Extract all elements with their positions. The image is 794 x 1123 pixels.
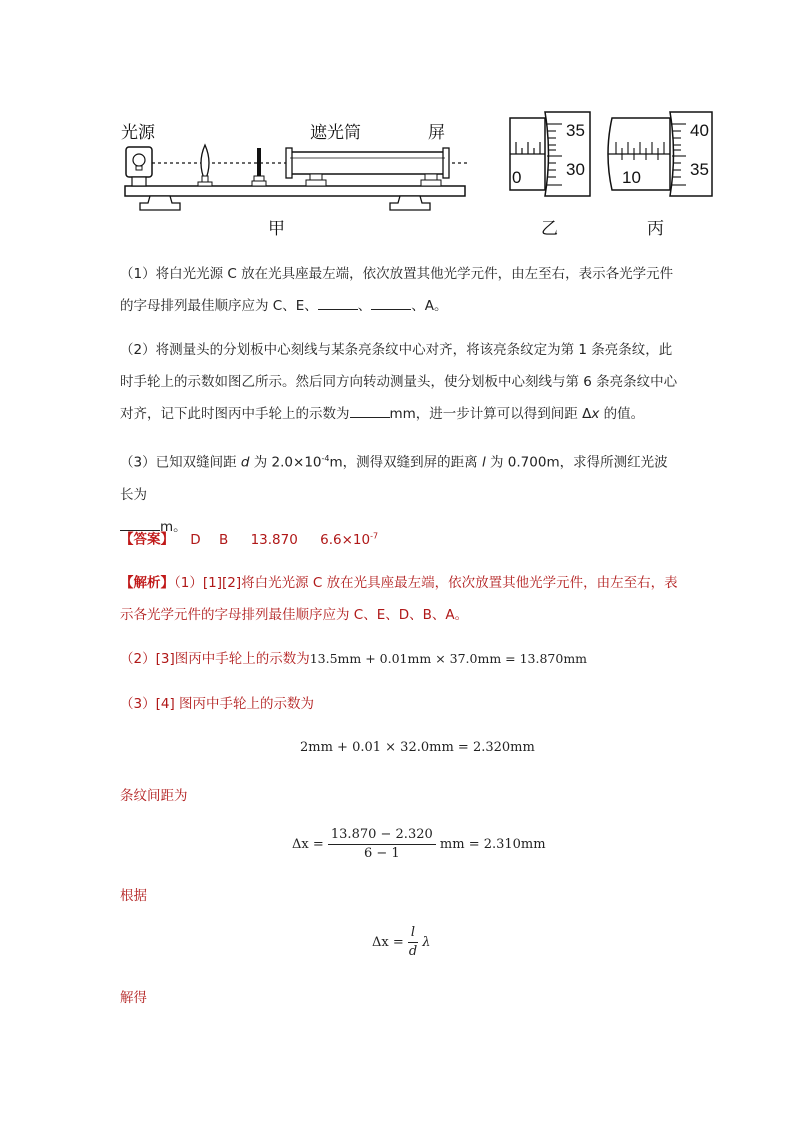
bench-foot-left (140, 196, 180, 210)
slit (257, 148, 261, 178)
solve-label: 解得 (120, 990, 147, 1006)
optical-bench (125, 186, 465, 196)
basis-label: 根据 (120, 888, 147, 904)
answer-line: 【答案】 D B 13.870 $6.6\times 10^{-7}$ (120, 531, 379, 548)
blank-2 (371, 295, 411, 310)
bing-scale-bottom: 35 (690, 160, 709, 179)
analysis-p1: 【解析】（1）[1][2]将白光光源 C 放在光具座最左端，依次放置其他光学元件，由左至右，表示各光学元件的字母排列最佳顺序应为 C、E、D、B、A。 (120, 575, 678, 623)
label-fig-bing: 丙 (647, 219, 664, 239)
equation-2: Δx = $\frac{13.870 - 2.320}{6 - 1}$ mm = 2.310mm (292, 827, 546, 861)
yi-main-scale: 0 (512, 168, 522, 187)
analysis-label: 【解析】 (120, 575, 174, 591)
bing-main-scale: 10 (622, 168, 641, 187)
analysis-p3: （3）[4] 图丙中手轮上的示数为 (120, 696, 315, 712)
yi-scale-bottom: 30 (566, 160, 585, 179)
spacing-label: 条纹间距为 (120, 788, 188, 804)
equation-1: 2mm + 0.01 × 32.0mm = 2.320mm (300, 740, 535, 755)
answer-label: 【答案】 (120, 531, 174, 548)
analysis-p2: （2）[3]图丙中手轮上的示数为13.5mm + 0.01mm × 37.0mm = 13.870mm (120, 651, 588, 667)
apparatus-figure (0, 0, 794, 260)
label-shading-tube: 遮光筒 (310, 123, 361, 143)
question-2: （2）将测量头的分划板中心刻线与某条亮条纹中心对齐，将该亮条纹定为第 1 条亮条纹，此时手轮上的示数如图乙所示。然后同方向转动测量头，使分划板中心刻线与第 6 条亮条纹中心对齐，记下此时图丙中手轮上的示数为 mm，进一步计算可以得到间距 Δx 的值。 (120, 342, 678, 422)
label-fig-jia: 甲 (268, 219, 285, 239)
bulb-icon (133, 154, 145, 166)
blank-3 (350, 403, 390, 418)
bing-scale-top: 40 (690, 121, 709, 140)
equation-3: Δx = $\frac{l}{d}$ λ (372, 925, 431, 959)
blank-1 (318, 295, 358, 310)
label-light-source: 光源 (121, 123, 155, 143)
shading-tube (290, 152, 445, 174)
label-fig-yi: 乙 (541, 219, 558, 239)
question-1: （1）将白光光源 C 放在光具座最左端，依次放置其他光学元件，由左至右，表示各光学元件的字母排列最佳顺序应为 C、E、 、 、A。 (120, 266, 674, 314)
yi-scale-top: 35 (566, 121, 585, 140)
question-3: （3）已知双缝间距 d 为 $2.0\times 10^{-4}m$，测得双缝到屏的距离 l 为 0.700m，求得所测红光波长为 m。 (120, 454, 668, 535)
label-screen: 屏 (428, 123, 445, 143)
bench-foot-right (390, 196, 430, 210)
